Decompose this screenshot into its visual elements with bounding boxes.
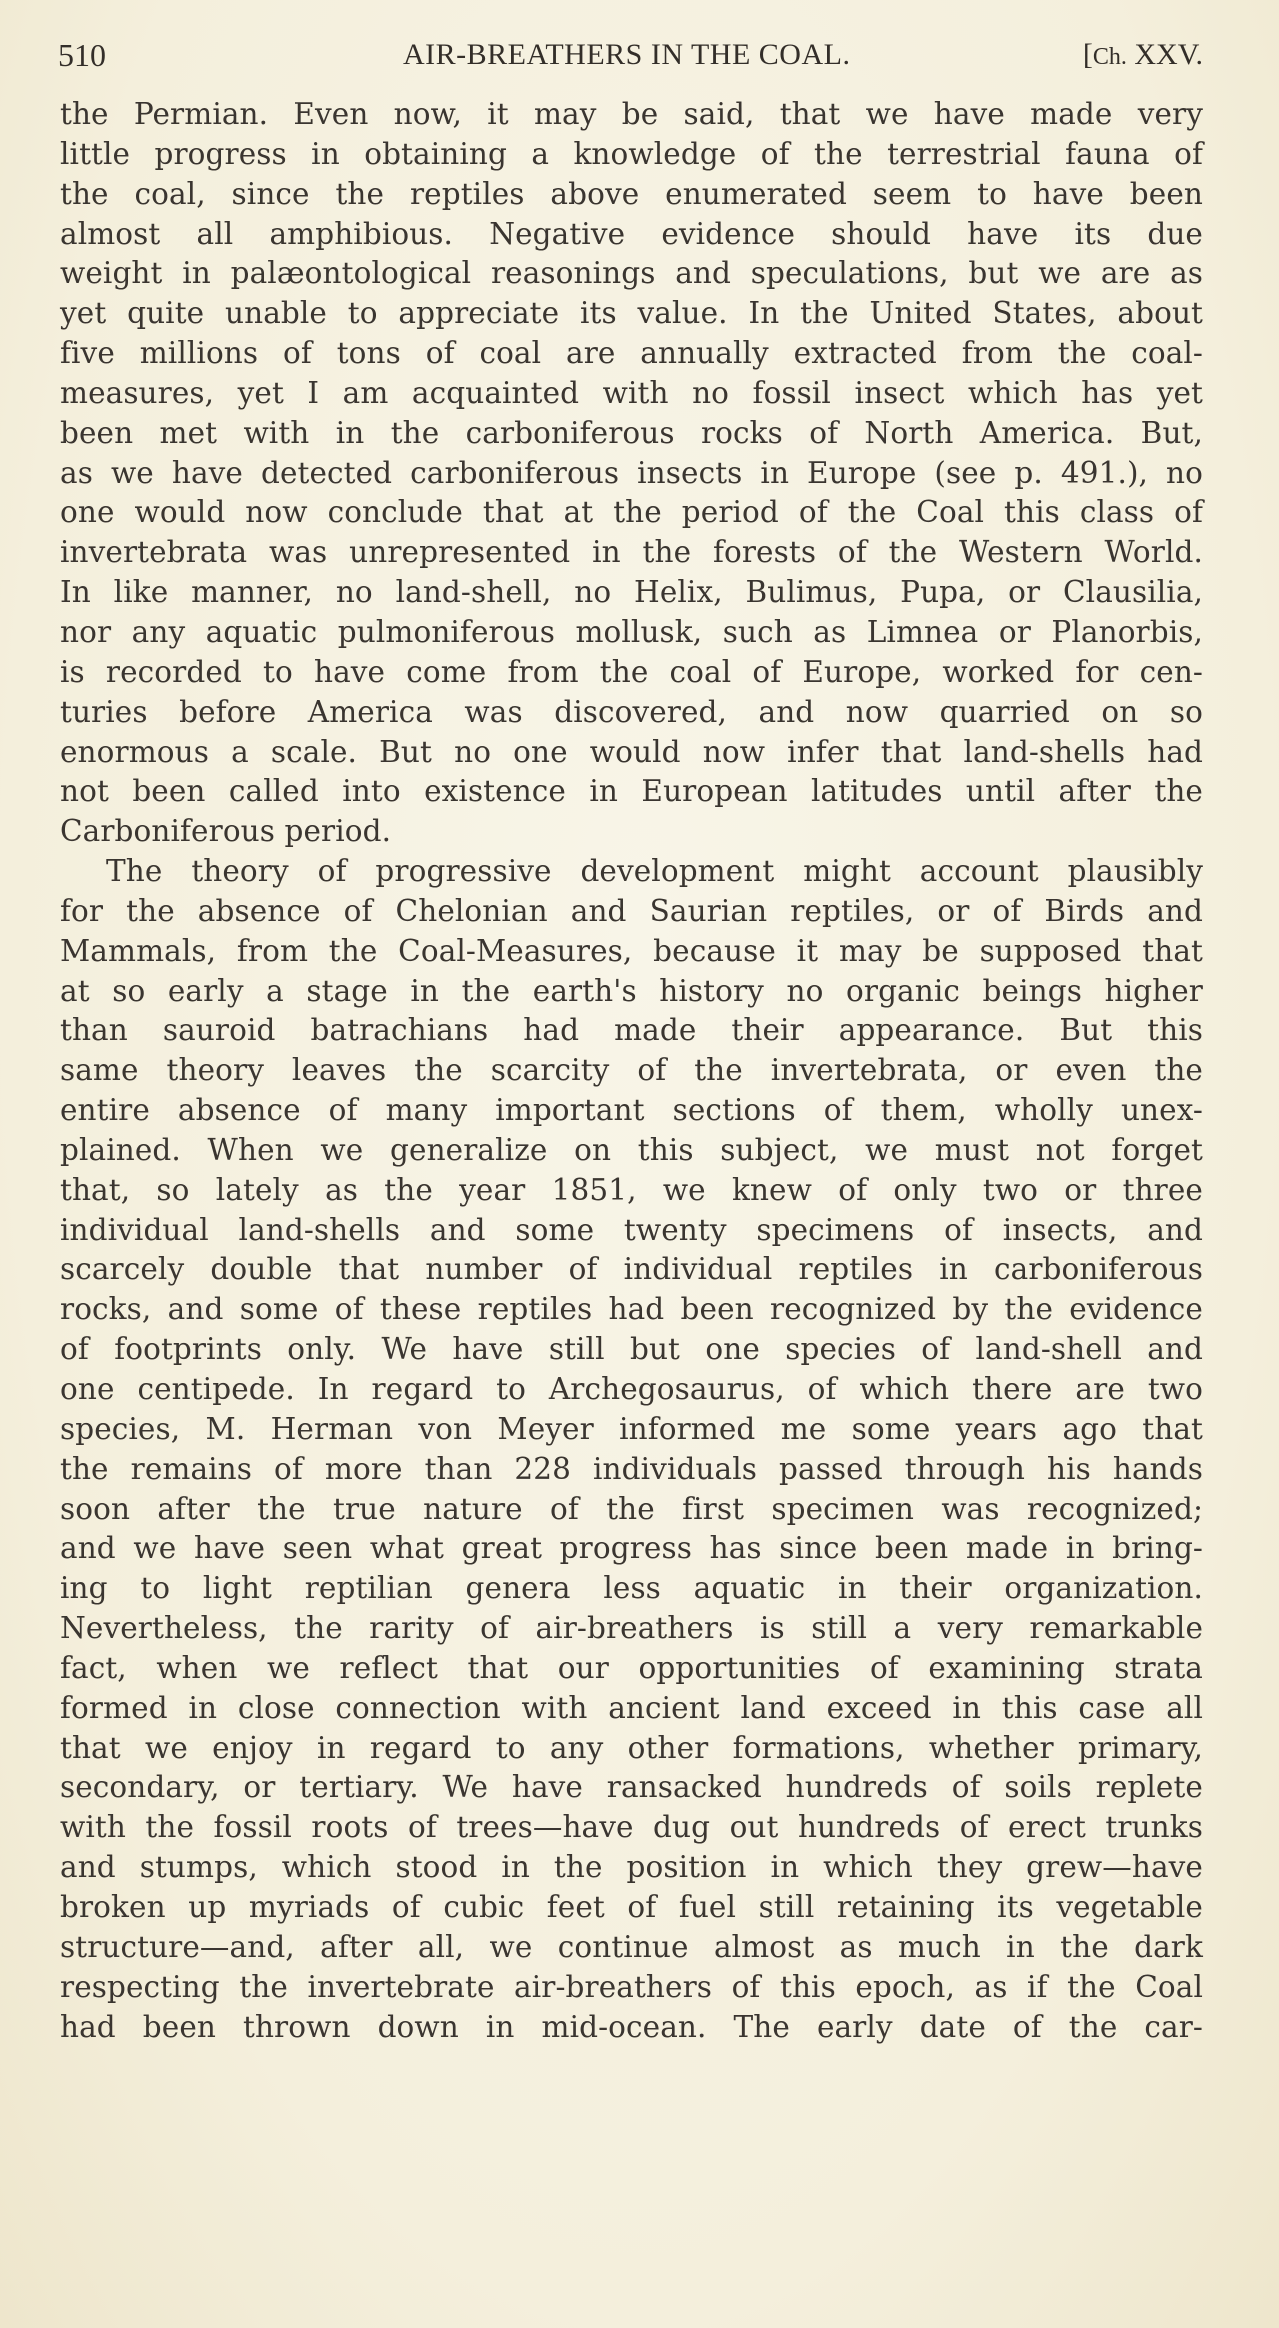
- paragraph: [60, 95, 1203, 852]
- text-line: individual land-shells and some twenty specimens of insects, and: [60, 1212, 1203, 1247]
- text-line: scarcely double that number of individual reptiles in carboniferous: [60, 1252, 1203, 1287]
- text-line: Nevertheless, the rarity of air-breathers is still a very remarkable: [60, 1611, 1203, 1646]
- paragraph: [60, 852, 1203, 2047]
- text-line: the remains of more than 228 individuals passed through his hands: [60, 1451, 1203, 1486]
- text-line: plained. When we generalize on this subject, we must not forget: [60, 1132, 1203, 1167]
- text-line: little progress in obtaining a knowledge of the terrestrial fauna of: [60, 136, 1203, 171]
- text-line: fact, when we reflect that our opportunities of examining strata: [60, 1650, 1203, 1685]
- text-line: and we have seen what great progress has since been made in bring-: [60, 1531, 1203, 1566]
- chapter-bracket: [: [1082, 38, 1093, 71]
- text-line: than sauroid batrachians had made their appearance. But this: [60, 1013, 1203, 1048]
- text-line: broken up myriads of cubic feet of fuel still retaining its vegetable: [60, 1889, 1203, 1924]
- text-line: structure—and, after all, we continue almost as much in the dark: [60, 1929, 1203, 1964]
- text-line: and stumps, which stood in the position in which they grew—have: [60, 1850, 1203, 1885]
- text-line: same theory leaves the scarcity of the invertebrata, or even the: [60, 1053, 1203, 1088]
- text-line: of footprints only. We have still but one species of land-shell and: [60, 1332, 1203, 1367]
- chapter-reference: [1083, 30, 1203, 82]
- page-number: 510: [58, 37, 106, 73]
- running-head: [58, 30, 1203, 80]
- text-line: yet quite unable to appreciate its value. In the United States, about: [60, 296, 1203, 331]
- text-line: as we have detected carboniferous insects in Europe (see p. 491.), no: [60, 455, 1203, 490]
- text-line: entire absence of many important sections of them, wholly unex-: [60, 1093, 1203, 1128]
- text-line: In like manner, no land-shell, no Helix, Bulimus, Pupa, or Clausilia,: [60, 575, 1203, 610]
- text-line: not been called into existence in European latitudes until after the: [60, 774, 1203, 809]
- text-line: one centipede. In regard to Archegosaurus, of which there are two: [60, 1372, 1203, 1406]
- text-line: is recorded to have come from the coal of Europe, worked for cen-: [60, 654, 1203, 689]
- text-line: soon after the true nature of the first specimen was recognized;: [60, 1491, 1203, 1526]
- text-line: the Permian. Even now, it may be said, that we have made very: [60, 97, 1203, 131]
- text-line: The theory of progressive development might account plausibly: [106, 854, 1203, 889]
- text-line: secondary, or tertiary. We have ransacked hundreds of soils replete: [60, 1770, 1203, 1805]
- chapter-number: XXV.: [1126, 38, 1203, 71]
- body-text: [60, 95, 1203, 2047]
- text-line: been met with in the carboniferous rocks of North America. But,: [60, 415, 1203, 450]
- text-line: at so early a stage in the earth's history no organic beings higher: [60, 973, 1203, 1008]
- text-line: enormous a scale. But no one would now infer that land-shells had: [60, 734, 1203, 769]
- text-line: five millions of tons of coal are annually extracted from the coal-: [60, 336, 1203, 371]
- text-line: rocks, and some of these reptiles had been recognized by the evidence: [60, 1292, 1203, 1327]
- text-line: formed in close connection with ancient land exceed in this case all: [60, 1690, 1203, 1725]
- text-line: weight in palæontological reasonings and speculations, but we are as: [60, 256, 1203, 291]
- text-line: measures, yet I am acquainted with no fossil insect which has yet: [60, 375, 1203, 410]
- text-line: for the absence of Chelonian and Saurian reptiles, or of Birds and: [60, 893, 1203, 928]
- text-line: had been thrown down in mid-ocean. The early date of the car-: [60, 2009, 1203, 2044]
- text-line: nor any aquatic pulmoniferous mollusk, such as Limnea or Planorbis,: [60, 614, 1203, 649]
- text-line: invertebrata was unrepresented in the forests of the Western World.: [60, 535, 1203, 570]
- text-line: with the fossil roots of trees—have dug out hundreds of erect trunks: [60, 1810, 1203, 1845]
- text-line: turies before America was discovered, and now quarried on so: [60, 694, 1203, 729]
- text-line: that we enjoy in regard to any other formations, whether primary,: [60, 1730, 1203, 1765]
- text-line: Carboniferous period.: [60, 814, 392, 849]
- running-title: AIR-BREATHERS IN THE COAL.: [403, 38, 851, 71]
- text-line: the coal, since the reptiles above enumerated seem to have been: [60, 176, 1203, 211]
- chapter-abbrev: Ch.: [1092, 44, 1127, 70]
- text-line: respecting the invertebrate air-breathers of this epoch, as if the Coal: [60, 1969, 1203, 2004]
- text-line: almost all amphibious. Negative evidence should have its due: [60, 216, 1203, 251]
- text-line: ing to light reptilian genera less aquatic in their organization.: [60, 1571, 1203, 1606]
- text-line: one would now conclude that at the period of the Coal this class of: [60, 495, 1203, 530]
- text-line: that, so lately as the year 1851, we knew of only two or three: [60, 1172, 1203, 1207]
- text-line: species, M. Herman von Meyer informed me some years ago that: [60, 1411, 1203, 1446]
- text-line: Mammals, from the Coal-Measures, because it may be supposed that: [60, 933, 1203, 968]
